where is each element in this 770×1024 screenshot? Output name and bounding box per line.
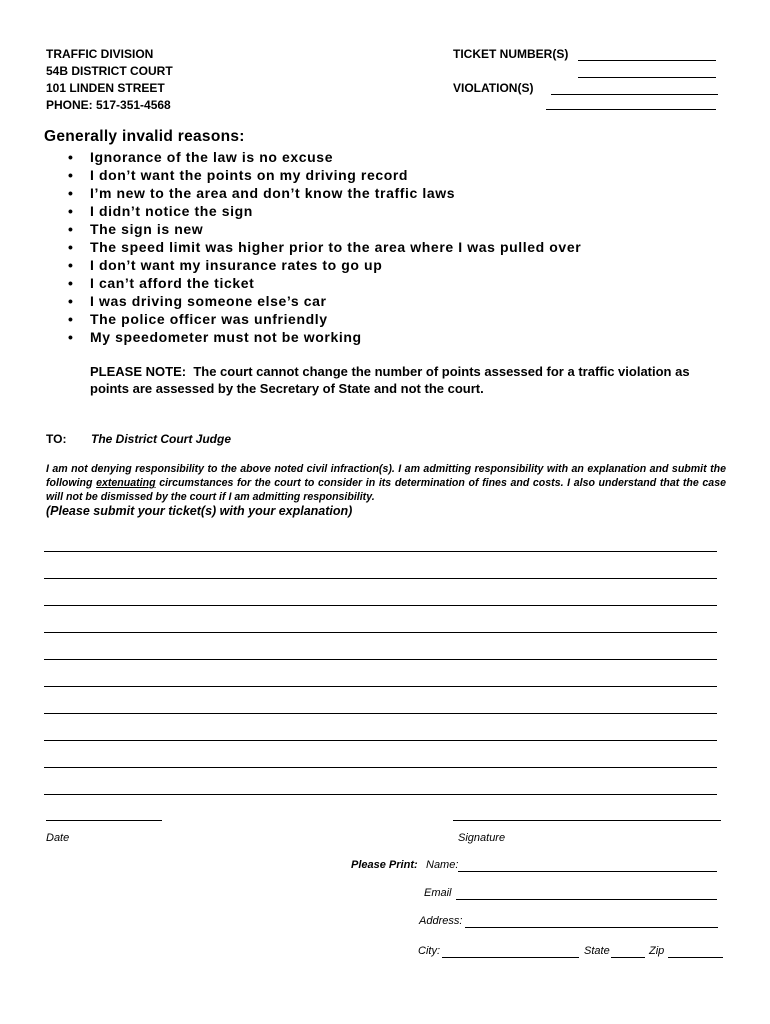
- recipient: The District Court Judge: [91, 432, 232, 446]
- explanation-line[interactable]: [44, 713, 717, 714]
- explanation-line[interactable]: [44, 659, 717, 660]
- reason-item: • I don’t want the points on my driving record: [68, 167, 409, 183]
- ticket-number-field-2[interactable]: [578, 77, 716, 78]
- bullet-icon: •: [68, 203, 74, 219]
- explanation-line[interactable]: [44, 578, 717, 579]
- reasons-list: [68, 148, 581, 346]
- statement-text-2: circumstances for the court to consider in its determination of fines and costs. I also understand that the case will not be dismissed by the court if I am admitting responsibility.: [46, 477, 726, 503]
- explanation-line[interactable]: [44, 767, 717, 768]
- zip-label: Zip: [649, 945, 665, 957]
- ticket-number-field[interactable]: [578, 60, 716, 61]
- submit-note: (Please submit your ticket(s) with your explanation): [46, 504, 353, 518]
- name-field[interactable]: [458, 871, 717, 872]
- reason-item: • Ignorance of the law is no excuse: [68, 149, 334, 165]
- signature-label: Signature: [458, 832, 506, 844]
- to-label: TO:: [46, 432, 67, 446]
- reason-item: • The police officer was unfriendly: [68, 311, 328, 327]
- reason-item: • My speedometer must not be working: [68, 329, 362, 345]
- bullet-icon: •: [68, 239, 74, 255]
- name-label: Name:: [426, 859, 459, 871]
- reason-item: • I didn’t notice the sign: [68, 203, 253, 219]
- address-line-division: TRAFFIC DIVISION: [46, 47, 154, 61]
- explanation-line[interactable]: [44, 794, 717, 795]
- reason-item: • I don’t want my insurance rates to go up: [68, 257, 383, 273]
- bullet-icon: •: [68, 293, 74, 309]
- bullet-icon: •: [68, 149, 74, 165]
- bullet-icon: •: [68, 275, 74, 291]
- note-label: PLEASE NOTE:: [90, 364, 187, 379]
- email-field[interactable]: [456, 899, 717, 900]
- explanation-line[interactable]: [44, 551, 717, 552]
- note-text: The court cannot change the number of points assessed for a traffic violation as points are assessed by the Secretary of State and not the court.: [90, 364, 690, 396]
- city-label: City:: [418, 945, 440, 957]
- address-line-phone: PHONE: 517-351-4568: [46, 98, 171, 112]
- bullet-icon: •: [68, 221, 74, 237]
- bullet-icon: •: [68, 185, 74, 201]
- please-print-label: Please Print:: [351, 859, 418, 871]
- statement-emphasis: extenuating: [96, 477, 156, 489]
- responsibility-statement: [46, 462, 726, 504]
- statement-text-1: I am not denying responsibility to the above noted civil infraction(s). I am admitting responsibility with an explanation and submit the following: [46, 463, 726, 489]
- city-field[interactable]: [442, 957, 579, 958]
- explanation-line[interactable]: [44, 632, 717, 633]
- state-label: State: [584, 945, 610, 957]
- address-field[interactable]: [465, 927, 718, 928]
- explanation-line[interactable]: [44, 740, 717, 741]
- signature-field[interactable]: [453, 820, 721, 821]
- zip-field[interactable]: [668, 957, 723, 958]
- bullet-icon: •: [68, 167, 74, 183]
- address-line-court: 54B DISTRICT COURT: [46, 64, 173, 78]
- reason-item: • I was driving someone else’s car: [68, 293, 327, 309]
- violation-label: VIOLATION(S): [453, 81, 534, 95]
- reason-item: • I’m new to the area and don’t know the traffic laws: [68, 185, 456, 201]
- bullet-icon: •: [68, 329, 74, 345]
- violation-field[interactable]: [551, 94, 718, 95]
- email-label: Email: [424, 887, 452, 899]
- state-field[interactable]: [611, 957, 645, 958]
- bullet-icon: •: [68, 311, 74, 327]
- address-line-street: 101 LINDEN STREET: [46, 81, 165, 95]
- court-address: [46, 46, 173, 114]
- explanation-line[interactable]: [44, 605, 717, 606]
- reason-item: • The sign is new: [68, 221, 204, 237]
- bullet-icon: •: [68, 257, 74, 273]
- violation-field-2[interactable]: [546, 109, 716, 110]
- date-label: Date: [46, 832, 70, 844]
- date-field[interactable]: [46, 820, 162, 821]
- reasons-title: Generally invalid reasons:: [44, 128, 245, 145]
- reason-item: • The speed limit was higher prior to the area where I was pulled over: [68, 239, 582, 255]
- reason-item: • I can’t afford the ticket: [68, 275, 255, 291]
- address-label: Address:: [419, 915, 463, 927]
- explanation-line[interactable]: [44, 686, 717, 687]
- please-note: [90, 363, 730, 397]
- ticket-number-label: TICKET NUMBER(S): [453, 47, 569, 61]
